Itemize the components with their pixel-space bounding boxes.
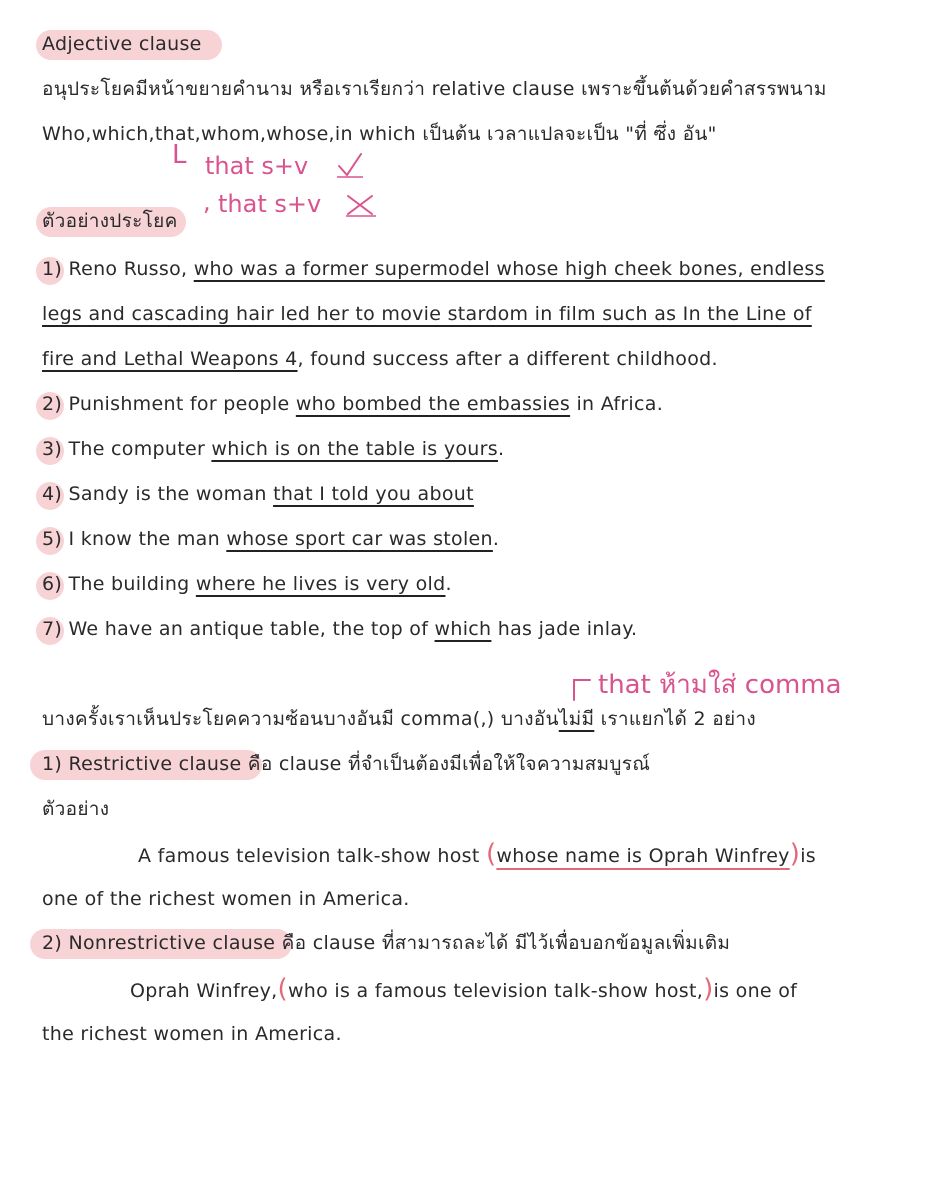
example-post: . xyxy=(492,528,500,550)
example-3 xyxy=(42,435,504,463)
intro-line-1: อนุประโยคมีหน้าขยายคำนาม หรือเราเรียกว่า relative clause เพราะขึ้นต้นด้วยคำสรรพนาม xyxy=(42,78,827,100)
example-number: 2) xyxy=(42,393,63,415)
restrictive-post: is xyxy=(800,845,816,867)
close-paren: ) xyxy=(789,839,801,869)
page-title: Adjective clause xyxy=(42,33,202,55)
note-bracket: L xyxy=(172,140,187,170)
example-1-line-2 xyxy=(42,300,812,328)
example-clause: who bombed the embassies xyxy=(295,393,571,415)
example-1-clause-part-1: who was a former supermodel whose high cheek bones, endless xyxy=(193,258,825,280)
note-that-sv-correct: that s+v xyxy=(205,152,309,180)
example-1-clause-part-2: legs and cascading hair led her to movie stardom in film such as In the Line of xyxy=(42,303,812,325)
nonrestrictive-post: is one of xyxy=(713,980,798,1002)
comma-explanation xyxy=(42,705,756,733)
restrictive-pre: A famous television talk-show host xyxy=(138,845,486,867)
restrictive-heading xyxy=(42,750,650,778)
check-icon xyxy=(335,150,365,180)
example-2 xyxy=(42,390,663,418)
example-number: 1) xyxy=(42,258,63,280)
restrictive-example-label: ตัวอย่าง xyxy=(42,798,110,820)
example-1-line-3 xyxy=(42,345,718,373)
comma-text-a: บางครั้งเราเห็นประโยคความซ้อนบางอันมี comma(,) บางอัน xyxy=(42,708,559,730)
example-pre: We have an antique table, the top of xyxy=(68,618,435,640)
example-clause: which is on the table is yours xyxy=(211,438,498,460)
note-that-no-comma: that ห้ามใส่ comma xyxy=(598,670,842,700)
example-1-line-1 xyxy=(42,255,825,283)
comma-text-c: เราแยกได้ 2 อย่าง xyxy=(594,708,756,730)
example-1-clause-part-3: fire and Lethal Weapons 4 xyxy=(42,348,298,370)
arrow-hook-icon xyxy=(570,672,594,702)
example-clause: where he lives is very old xyxy=(195,573,446,595)
example-post: has jade inlay. xyxy=(491,618,638,640)
example-7 xyxy=(42,615,637,643)
example-number: 4) xyxy=(42,483,63,505)
example-clause: whose sport car was stolen xyxy=(226,528,493,550)
restrictive-desc: คือ clause ที่จำเป็นต้องมีเพื่อให้ใจความสมบูรณ์ xyxy=(241,753,651,775)
open-paren: ( xyxy=(485,839,497,869)
nonrestrictive-desc: คือ clause ที่สามารถละได้ มีไว้เพื่อบอกข้อมูลเพิ่มเติม xyxy=(275,932,731,954)
nonrestrictive-label: 2) Nonrestrictive clause xyxy=(42,932,276,954)
example-number: 5) xyxy=(42,528,63,550)
example-post: . xyxy=(497,438,505,460)
examples-heading: ตัวอย่างประโยค xyxy=(42,210,178,232)
note-that-sv-wrong: that s+v xyxy=(218,190,322,218)
restrictive-example-line-1 xyxy=(138,840,816,870)
example-clause: which xyxy=(434,618,492,640)
cross-icon xyxy=(344,192,378,220)
restrictive-example-line-2: one of the richest women in America. xyxy=(42,888,410,910)
restrictive-clause: whose name is Oprah Winfrey xyxy=(496,845,790,867)
example-1-post: , found success after a different childhood. xyxy=(297,348,718,370)
example-6 xyxy=(42,570,452,598)
example-number: 6) xyxy=(42,573,63,595)
comma-text-b: ไม่มี xyxy=(558,708,595,730)
example-4 xyxy=(42,480,474,508)
example-post: in Africa. xyxy=(570,393,664,415)
restrictive-label: 1) Restrictive clause xyxy=(42,753,242,775)
example-pre: Sandy is the woman xyxy=(68,483,274,505)
example-post: . xyxy=(445,573,452,595)
example-pre: Punishment for people xyxy=(68,393,296,415)
example-number: 7) xyxy=(42,618,63,640)
nonrestrictive-clause: who is a famous television talk-show host, xyxy=(287,980,704,1002)
example-pre: The computer xyxy=(68,438,212,460)
nonrestrictive-example-line-2: the richest women in America. xyxy=(42,1023,342,1045)
example-clause: that I told you about xyxy=(273,483,474,505)
nonrestrictive-pre: Oprah Winfrey, xyxy=(130,980,278,1002)
nonrestrictive-example-line-1 xyxy=(130,975,797,1005)
nonrestrictive-heading xyxy=(42,929,730,957)
note-comma: , xyxy=(203,188,211,216)
open-paren: ( xyxy=(277,974,288,1004)
example-pre: The building xyxy=(68,573,196,595)
example-1-pre: Reno Russo, xyxy=(68,258,194,280)
example-pre: I know the man xyxy=(68,528,227,550)
example-5 xyxy=(42,525,499,553)
intro-line-2: Who,which,that,whom,whose,in which เป็นต้น เวลาแปลจะเป็น "ที่ ซึ่ง อัน" xyxy=(42,123,717,145)
example-number: 3) xyxy=(42,438,63,460)
close-paren: ) xyxy=(703,974,714,1004)
